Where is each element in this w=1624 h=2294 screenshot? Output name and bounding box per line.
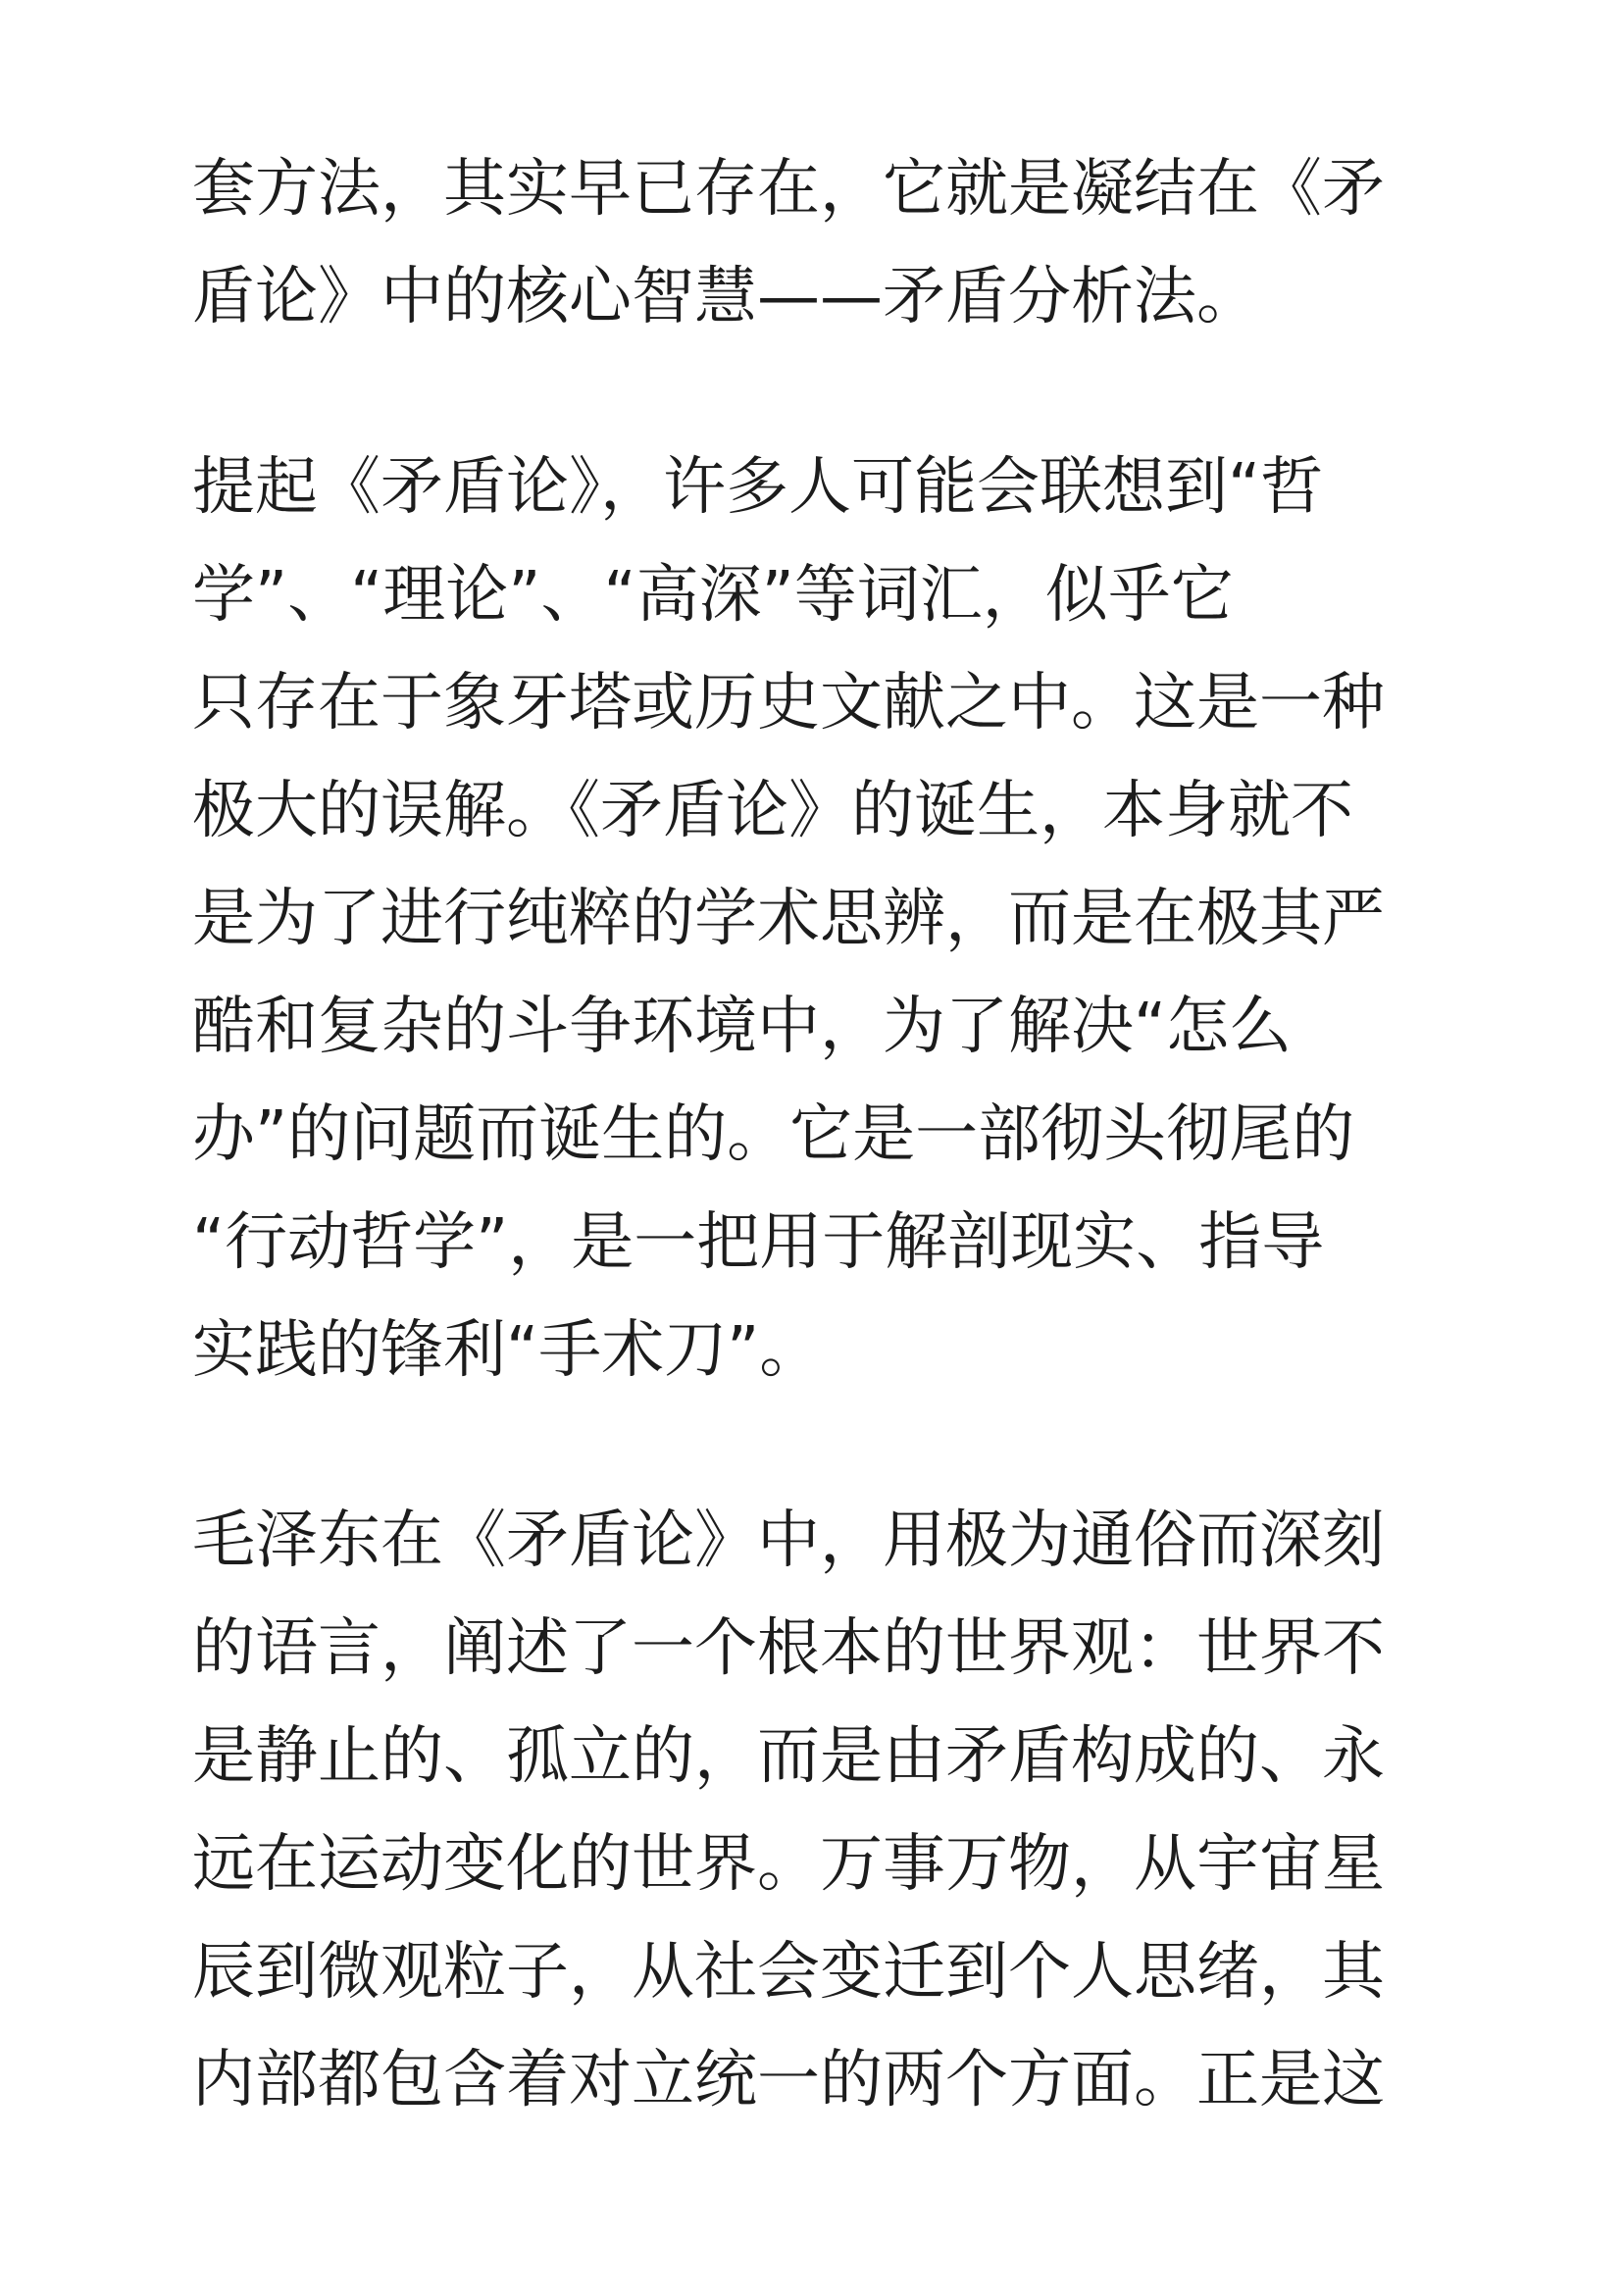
text-line: 只存在于象牙塔或历史文献之中。这是一种 [192,667,1385,739]
text-line: 酷和复杂的斗争环境中，为了解决“怎么 [192,991,1293,1063]
paragraph-1 [192,135,1447,351]
text-line: 套方法，其实早已存在，它就是凝结在《矛 [192,153,1385,226]
text-line: 远在运动变化的世界。万事万物，从宇宙星 [192,1828,1385,1901]
paragraph-3 [192,1487,1447,2134]
text-line: 内部都包含着对立统一的两个方面。正是这 [192,2044,1385,2116]
paragraph-2 [192,433,1447,1404]
text-line: 是为了进行纯粹的学术思辨，而是在极其严 [192,883,1385,955]
text-line: 毛泽东在《矛盾论》中，用极为通俗而深刻 [192,1504,1385,1577]
text-line: 办”的问题而诞生的。它是一部彻头彻尾的 [192,1098,1355,1171]
text-line: 学”、“理论”、“高深”等词汇，似乎它 [192,559,1234,632]
article-body [192,135,1447,2134]
text-line: 是静止的、孤立的，而是由矛盾构成的、永 [192,1720,1385,1793]
text-line: 提起《矛盾论》，许多人可能会联想到“哲 [192,451,1324,524]
text-line: 极大的误解。《矛盾论》的诞生，本身就不 [192,775,1353,847]
text-line: 实践的锋利“手术刀”。 [192,1314,823,1387]
text-line: 辰到微观粒子，从社会变迁到个人思绪，其 [192,1936,1385,2009]
text-line: “行动哲学”，是一把用于解剖现实、指导 [192,1206,1325,1279]
text-line: 盾论》中的核心智慧——矛盾分析法。 [192,261,1259,333]
text-line: 的语言，阐述了一个根本的世界观：世界不 [192,1612,1385,1685]
